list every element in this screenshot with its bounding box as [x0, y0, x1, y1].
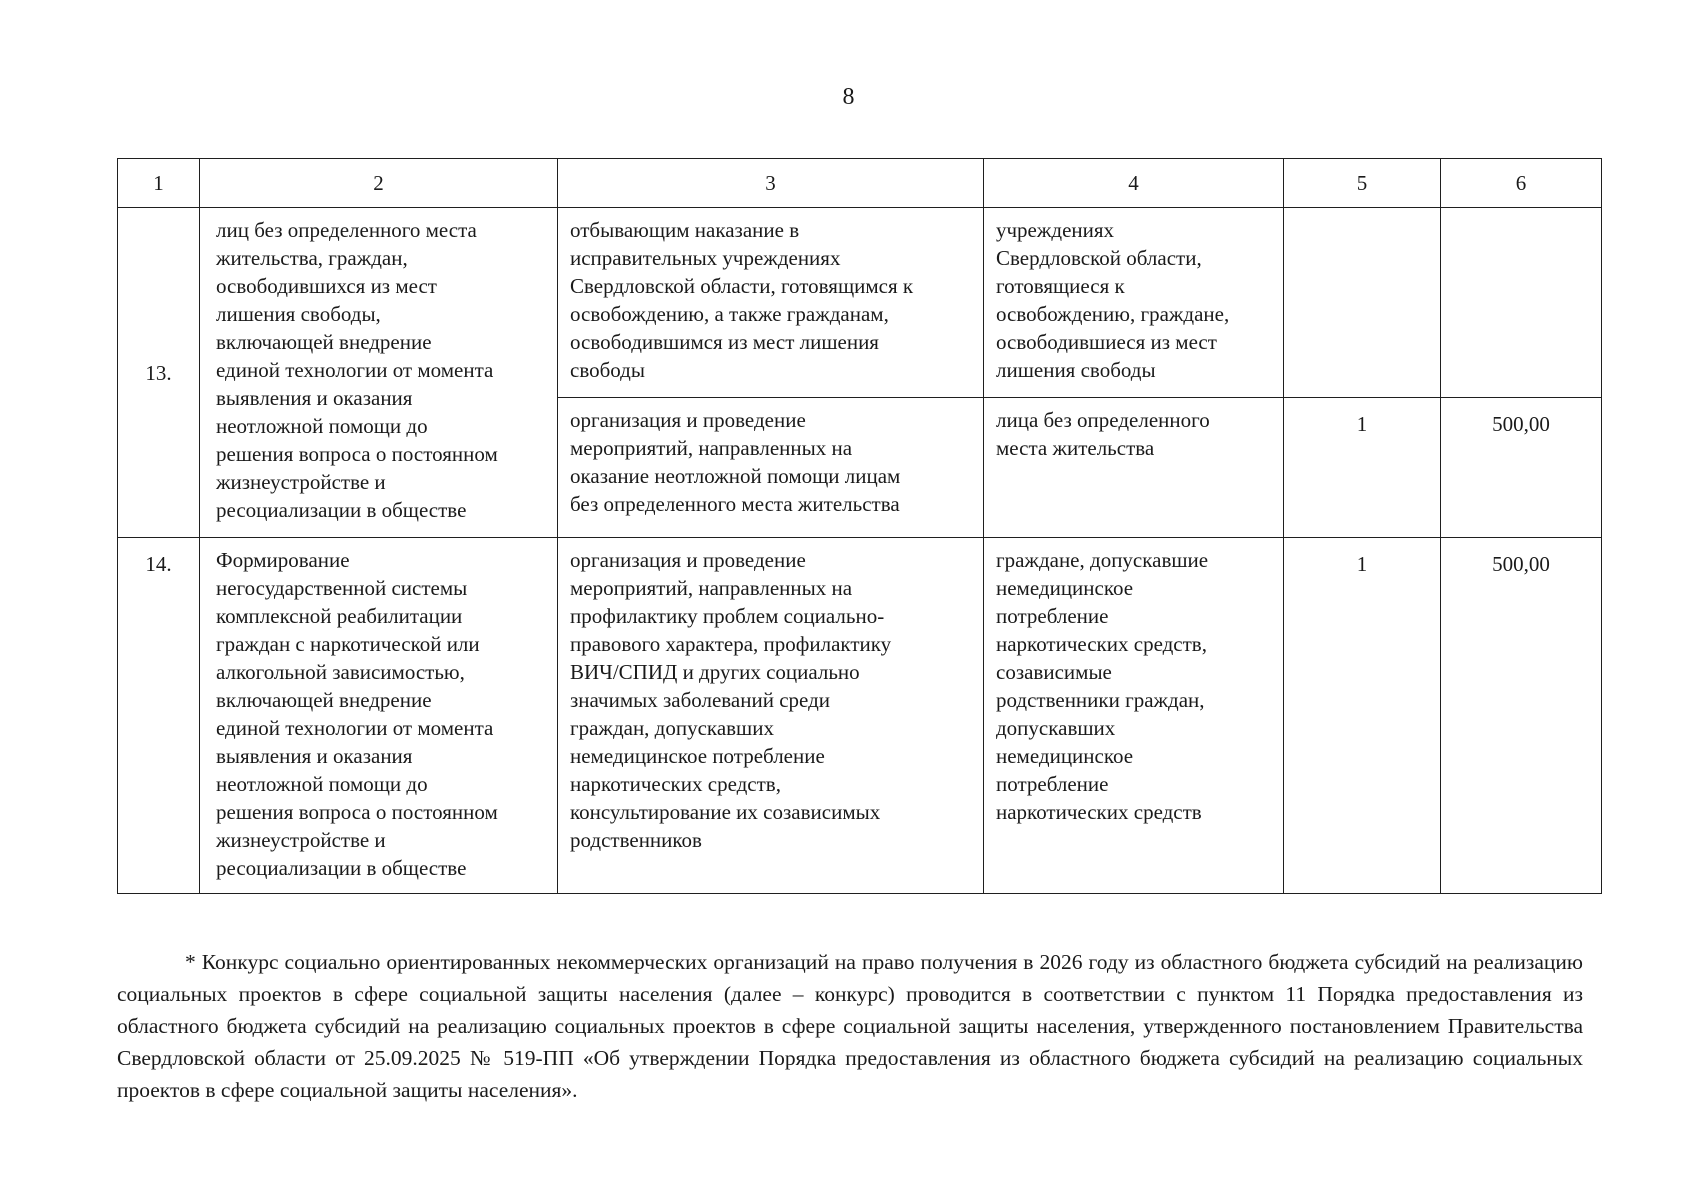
target-cell — [984, 538, 1284, 894]
measures-cell — [558, 208, 984, 398]
header-cell-6: 6 — [1441, 159, 1602, 208]
amount-value: 500,00 — [1492, 412, 1550, 436]
amount-cell — [1441, 398, 1602, 538]
activity-text: Формирование негосударственной системы комплексной реабилитации граждан с наркотической или алкогольной зависимостью, включающей внедрение единой технологии от момента выявления и оказания неотложной помощи до решения вопроса о постоянном жизнеустройстве и ресоциализации в обществе — [216, 548, 498, 880]
table-header-row — [118, 159, 1602, 208]
count-value: 1 — [1356, 552, 1368, 576]
activity-cell — [200, 208, 558, 538]
header-cell-3: 3 — [558, 159, 984, 208]
footnote: * Конкурс социально ориентированных некоммерческих организаций на право получения в 2026 году из областного бюджета субсидий на реализацию социальных проектов в сфере социальной защиты населения (далее – конкурс) проводится в соответствии с пунктом 11 Порядка предоставления из областного бюджета субсидий на реализацию социальных проектов в сфере социальной защиты населения, утвержденного постановлением Правительства Свердловской области от 25.09.2025 № 519-ПП «Об утверждении Порядка предоставления из областного бюджета субсидий на реализацию социальных проектов в сфере социальной защиты населения». — [117, 950, 1583, 1102]
count-cell — [1284, 538, 1441, 894]
measures-text: организация и проведение мероприятий, направленных на оказание неотложной помощи лицам без определенного места жительства — [570, 408, 901, 516]
activity-text: лиц без определенного места жительства, граждан, освободившихся из мест лишения свободы, включающей внедрение единой технологии от момента выявления и оказания неотложной помощи до решения вопроса о постоянном жизнеустройстве и ресоциализации в обществе — [216, 218, 498, 522]
measures-text: отбывающим наказание в исправительных учреждениях Свердловской области, готовящимся к освобождению, а также гражданам, освободившимся из мест лишения свободы — [570, 218, 914, 382]
amount-value: 500,00 — [1492, 552, 1550, 576]
header-cell-5: 5 — [1284, 159, 1441, 208]
measures-cell — [558, 398, 984, 538]
amount-cell — [1441, 538, 1602, 894]
row-number-cell — [118, 538, 200, 894]
header-cell-2: 2 — [200, 159, 558, 208]
count-value — [1284, 208, 1440, 220]
page-number: 8 — [842, 84, 855, 110]
target-text: граждане, допускавшие немедицинское потребление наркотических средств, созависимые родственники граждан, допускавших немедицинское потребление наркотических средств — [996, 548, 1209, 824]
header-cell-4: 4 — [984, 159, 1284, 208]
table-row-14 — [118, 538, 1602, 894]
count-cell — [1284, 398, 1441, 538]
row-number: 13. — [145, 360, 172, 385]
row-number-cell — [118, 208, 200, 538]
measures-cell — [558, 538, 984, 894]
count-value: 1 — [1356, 412, 1368, 436]
row-number: 14. — [145, 552, 172, 576]
target-cell — [984, 208, 1284, 398]
header-cell-1: 1 — [118, 159, 200, 208]
target-text: учреждениях Свердловской области, готовящиеся к освобождению, граждане, освободившиеся из мест лишения свободы — [996, 218, 1230, 382]
table-row-13a — [118, 208, 1602, 398]
amount-cell — [1441, 208, 1602, 398]
count-cell — [1284, 208, 1441, 398]
measures-text: организация и проведение мероприятий, направленных на профилактику проблем социально- правового характера, профилактику ВИЧ/СПИД и других социально значимых заболеваний среди граждан, допускавших немедицинское потребление наркотических средств, консультирование их созависимых родственников — [570, 548, 892, 852]
data-table — [117, 158, 1602, 894]
activity-cell — [200, 538, 558, 894]
target-cell — [984, 398, 1284, 538]
target-text: лица без определенного места жительства — [996, 408, 1210, 460]
amount-value — [1441, 208, 1601, 220]
